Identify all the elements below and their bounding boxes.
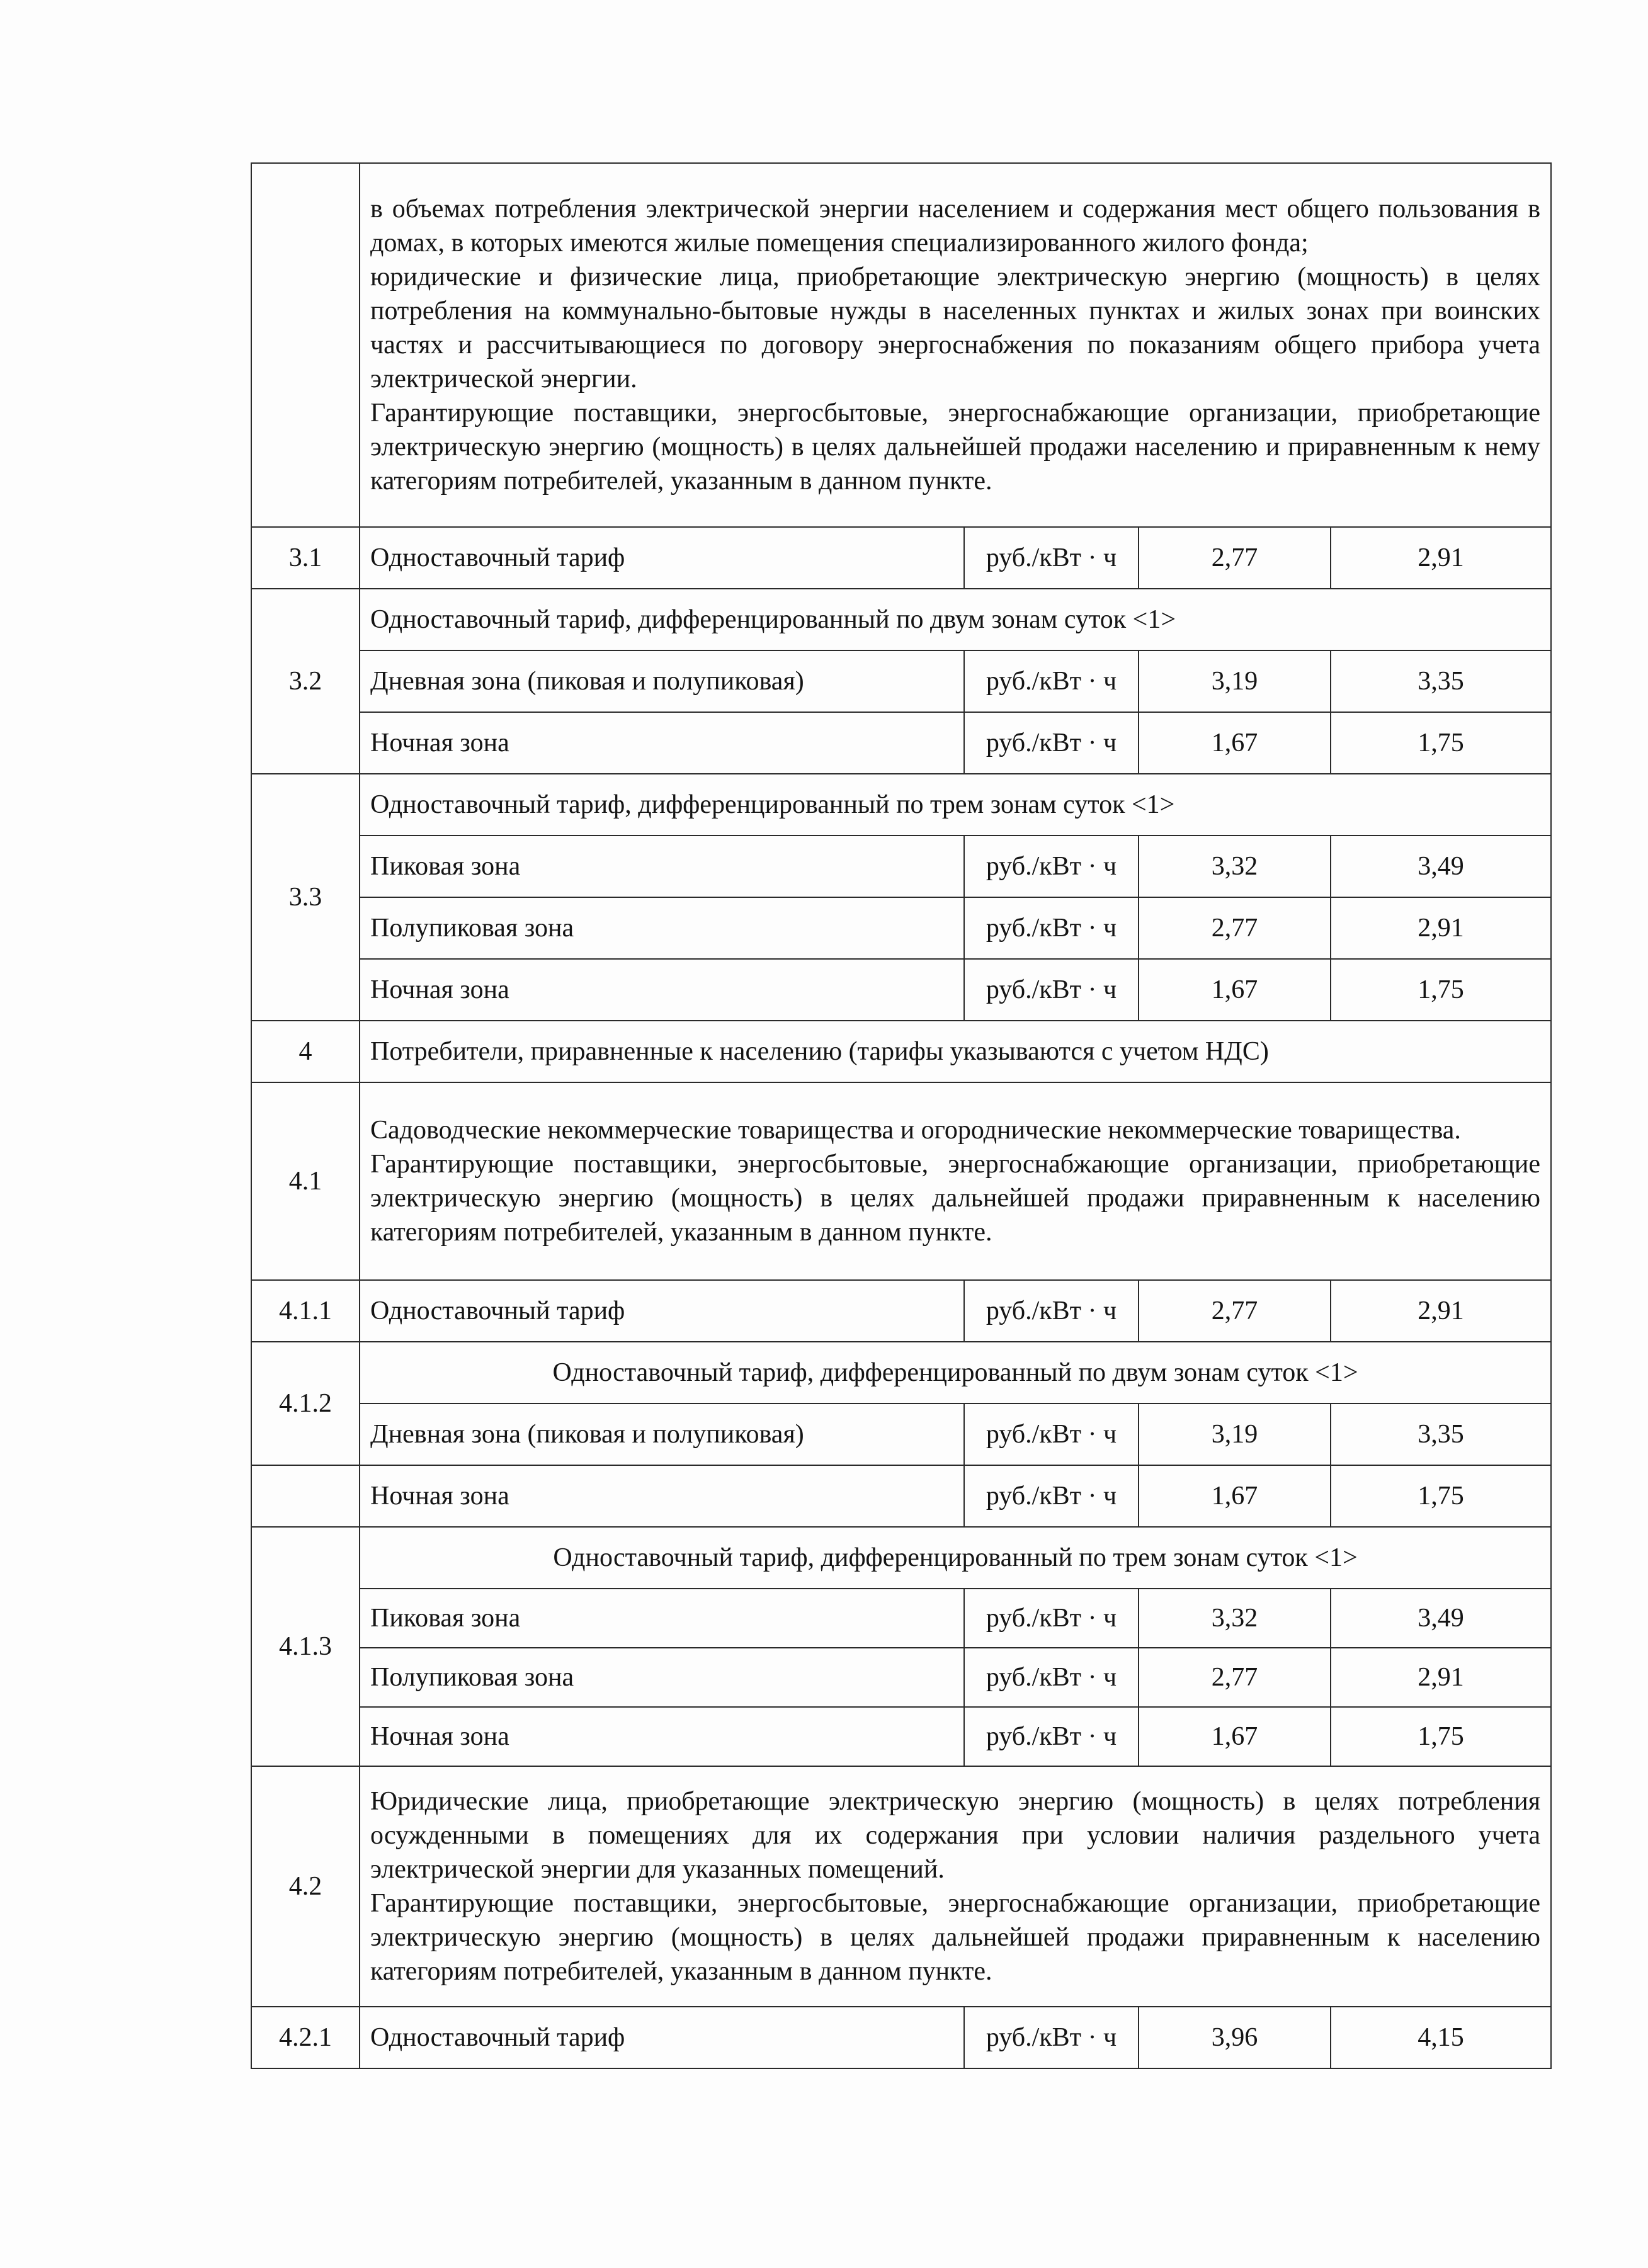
row-number: 4 [251,1021,360,1082]
table-row [251,2007,1551,2068]
category-description [360,1766,1551,2007]
tariff-unit: руб./кВт · ч [964,650,1139,712]
tariff-unit: руб./кВт · ч [964,1280,1139,1342]
tariff-group-header: Одноставочный тариф, дифференцированный по двум зонам суток <1> [360,1342,1551,1403]
tariff-value-2: 2,91 [1331,1648,1551,1707]
tariff-unit: руб./кВт · ч [964,2007,1139,2068]
tariff-value-2: 3,49 [1331,1589,1551,1648]
tariff-group-header: Одноставочный тариф, дифференцированный по трем зонам суток <1> [360,1527,1551,1589]
tariff-name: Ночная зона [360,712,964,774]
tariff-value-1: 3,19 [1139,1403,1331,1465]
table-row [251,774,1551,836]
description-paragraph: Садоводческие некоммерческие товарищества и огороднические некоммерческие товарищества. [370,1116,1461,1145]
tariff-unit: руб./кВт · ч [964,527,1139,589]
tariff-value-1: 2,77 [1139,1280,1331,1342]
tariff-value-1: 1,67 [1139,712,1331,774]
tariff-name: Ночная зона [360,1465,964,1527]
tariff-name: Одноставочный тариф [360,527,964,589]
tariff-value-2: 3,49 [1331,836,1551,897]
section-title: Потребители, приравненные к населению (тарифы указываются с учетом НДС) [360,1021,1551,1082]
row-number: 4.2.1 [251,2007,360,2068]
table-row [251,163,1551,527]
table-row [251,1707,1551,1766]
tariff-name: Одноставочный тариф [360,2007,964,2068]
table-row [251,1280,1551,1342]
row-number-cell [251,163,360,527]
table-row [251,1465,1551,1527]
row-number: 3.1 [251,527,360,589]
tariff-value-2: 1,75 [1331,1707,1551,1766]
tariff-unit: руб./кВт · ч [964,712,1139,774]
row-number-cell [251,1465,360,1527]
tariff-name: Дневная зона (пиковая и полупиковая) [360,1403,964,1465]
tariff-value-1: 1,67 [1139,959,1331,1021]
tariff-value-1: 1,67 [1139,1707,1331,1766]
table-row [251,1589,1551,1648]
tariff-value-1: 3,32 [1139,836,1331,897]
row-number: 4.1.2 [251,1342,360,1465]
tariff-value-2: 1,75 [1331,1465,1551,1527]
tariff-table [251,162,1552,2069]
tariff-value-2: 2,91 [1331,897,1551,959]
tariff-name: Одноставочный тариф [360,1280,964,1342]
tariff-unit: руб./кВт · ч [964,1589,1139,1648]
row-number: 4.2 [251,1766,360,2007]
tariff-group-header: Одноставочный тариф, дифференцированный по двум зонам суток <1> [360,589,1551,650]
tariff-value-2: 1,75 [1331,712,1551,774]
tariff-name: Ночная зона [360,959,964,1021]
tariff-name: Пиковая зона [360,836,964,897]
description-paragraph: Гарантирующие поставщики, энергосбытовые, энергоснабжающие организации, приобретающие электрическую энергию (мощность) в целях дальнейшей продажи населению и приравненным к нему категориям потребителей, указанным в данном пункте. [370,399,1541,496]
table-row [251,1342,1551,1403]
tariff-name: Полупиковая зона [360,1648,964,1707]
row-number: 3.3 [251,774,360,1021]
tariff-value-1: 3,32 [1139,1589,1331,1648]
table-row [251,1021,1551,1082]
category-description [360,163,1551,527]
table-row [251,1527,1551,1589]
tariff-value-1: 2,77 [1139,1648,1331,1707]
table-row [251,527,1551,589]
tariff-name: Пиковая зона [360,1589,964,1648]
table-row [251,1648,1551,1707]
table-row [251,1403,1551,1465]
tariff-value-1: 2,77 [1139,527,1331,589]
tariff-unit: руб./кВт · ч [964,1707,1139,1766]
tariff-value-1: 3,96 [1139,2007,1331,2068]
tariff-unit: руб./кВт · ч [964,959,1139,1021]
category-description [360,1082,1551,1280]
tariff-name: Дневная зона (пиковая и полупиковая) [360,650,964,712]
table-row [251,1766,1551,2007]
description-paragraph: в объемах потребления электрической энергии населением и содержания мест общего пользования в домах, в которых имеются жилые помещения специализированного жилого фонда; [370,195,1541,258]
table-row [251,836,1551,897]
tariff-value-2: 2,91 [1331,527,1551,589]
tariff-value-2: 2,91 [1331,1280,1551,1342]
description-paragraph: Гарантирующие поставщики, энергосбытовые, энергоснабжающие организации, приобретающие электрическую энергию (мощность) в целях дальнейшей продажи приравненным к населению категориям потребителей, указанным в данном пункте. [370,1889,1541,1986]
table-row [251,959,1551,1021]
tariff-unit: руб./кВт · ч [964,836,1139,897]
tariff-group-header: Одноставочный тариф, дифференцированный по трем зонам суток <1> [360,774,1551,836]
tariff-unit: руб./кВт · ч [964,897,1139,959]
tariff-value-2: 4,15 [1331,2007,1551,2068]
row-number: 3.2 [251,589,360,774]
tariff-unit: руб./кВт · ч [964,1648,1139,1707]
tariff-value-1: 2,77 [1139,897,1331,959]
row-number: 4.1.1 [251,1280,360,1342]
table-row [251,589,1551,650]
table-row [251,1082,1551,1280]
tariff-value-2: 3,35 [1331,650,1551,712]
tariff-value-2: 1,75 [1331,959,1551,1021]
tariff-value-1: 3,19 [1139,650,1331,712]
tariff-value-1: 1,67 [1139,1465,1331,1527]
description-paragraph: Гарантирующие поставщики, энергосбытовые, энергоснабжающие организации, приобретающие электрическую энергию (мощность) в целях дальнейшей продажи приравненным к населению категориям потребителей, указанным в данном пункте. [370,1150,1541,1247]
row-number: 4.1.3 [251,1527,360,1766]
tariff-name: Полупиковая зона [360,897,964,959]
row-number: 4.1 [251,1082,360,1280]
tariff-unit: руб./кВт · ч [964,1403,1139,1465]
table-row [251,650,1551,712]
tariff-value-2: 3,35 [1331,1403,1551,1465]
table-row [251,897,1551,959]
tariff-name: Ночная зона [360,1707,964,1766]
description-paragraph: Юридические лица, приобретающие электрическую энергию (мощность) в целях потребления осужденными в помещениях для их содержания при условии наличия раздельного учета электрической энергии для указанных помещений. [370,1787,1541,1884]
tariff-unit: руб./кВт · ч [964,1465,1139,1527]
table-row [251,712,1551,774]
description-paragraph: юридические и физические лица, приобретающие электрическую энергию (мощность) в целях потребления на коммунально-бытовые нужды в населенных пунктах и жилых зонах при воинских частях и рассчитывающиеся по договору энергоснабжения по показаниям общего прибора учета электрической энергии. [370,263,1541,394]
